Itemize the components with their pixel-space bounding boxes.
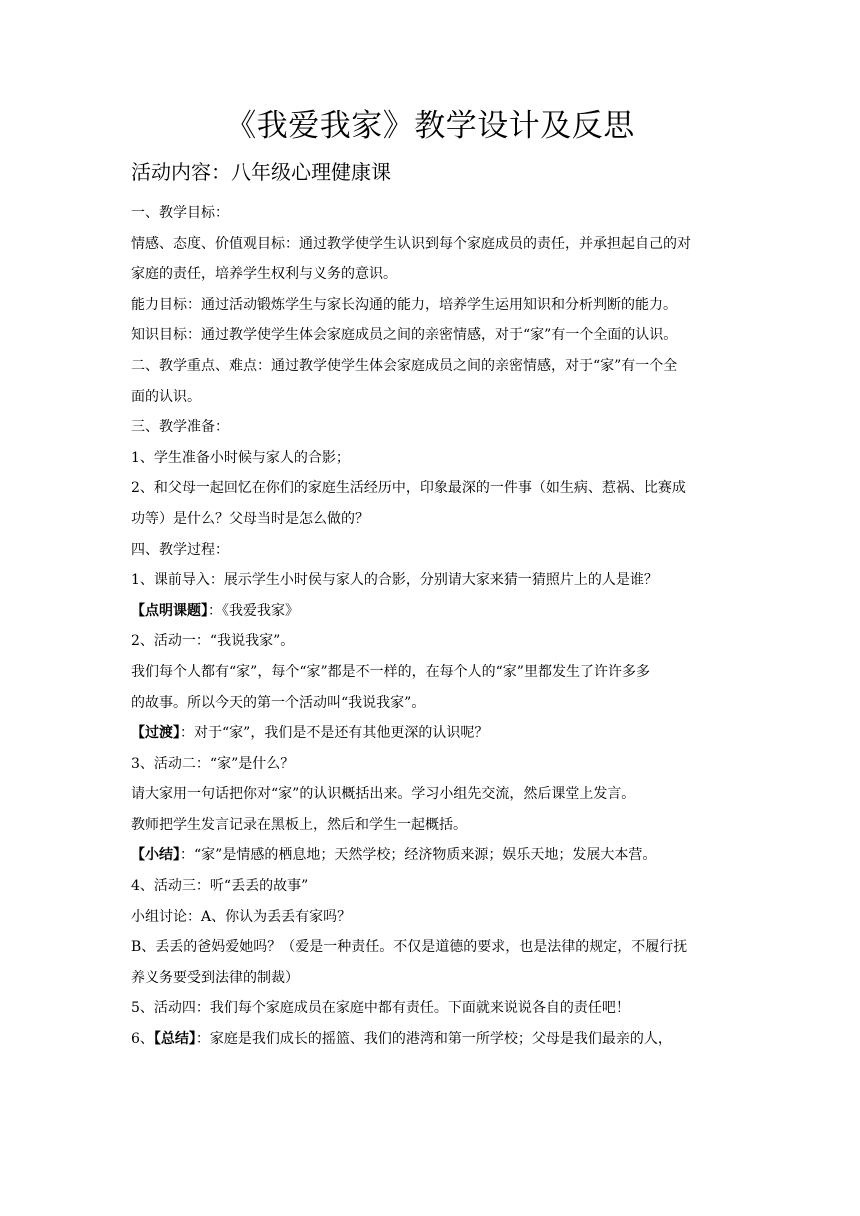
conclusion-label: 【总结】: [153, 1031, 196, 1048]
conclusion-prefix: 6、: [131, 1031, 154, 1048]
paragraph-line: 情感、态度、价值观目标：通过教学使学生认识到每个家庭成员的责任，并承担起自己的对: [131, 235, 691, 252]
document-title: 《我爱我家》教学设计及反思: [225, 108, 635, 144]
paragraph-line: 2、和父母一起回忆在你们的家庭生活经历中，印象最深的一件事（如生病、惹祸、比赛成: [131, 480, 686, 497]
paragraph-line: B、丢丢的爸妈爱她吗？（爱是一种责任。不仅是道德的要求，也是法律的规定，不履行抚: [131, 939, 688, 956]
paragraph-line: 三、教学准备：: [131, 419, 229, 436]
transition-line: [131, 718, 734, 749]
paragraph-line: 请大家用一句话把你对“家”的认识概括出来。学习小组先交流，然后课堂上发言。: [131, 786, 636, 803]
paragraph-line: 能力目标：通过活动锻炼学生与家长沟通的能力，培养学生运用知识和分析判断的能力。: [131, 296, 677, 313]
document-subtitle: 活动内容：八年级心理健康课: [131, 160, 391, 184]
paragraph-line: 我们每个人都有“家”，每个“家”都是不一样的，在每个人的“家”里都发生了许许多多: [131, 663, 650, 680]
paragraph-line: 教师把学生发言记录在黑板上，然后和学生一起概括。: [131, 816, 467, 833]
paragraph-line: 1、学生准备小时候与家人的合影；: [131, 449, 350, 466]
conclusion-line: [131, 1024, 734, 1055]
paragraph-line: 一、教学目标：: [131, 205, 229, 221]
document-body: [131, 198, 734, 1055]
transition-label: 【过渡】: [131, 725, 180, 742]
summary-text: ：“家”是情感的栖息地；天然学校；经济物质来源；娱乐天地；发展大本营。: [180, 847, 657, 864]
topic-text: ：《我爱我家》: [208, 602, 299, 619]
topic-label: 【点明课题】: [131, 602, 208, 619]
paragraph-line: 面的认识。: [131, 388, 201, 405]
paragraph-line: 1、课前导入：展示学生小时侯与家人的合影，分别请大家来猜一猜照片上的人是谁？: [131, 572, 658, 589]
summary-line: [131, 840, 734, 871]
paragraph-line: 功等）是什么？父母当时是怎么做的？: [131, 510, 369, 527]
topic-line: [131, 596, 734, 627]
paragraph-line: 二、教学重点、难点：通过教学使学生体会家庭成员之间的亲密情感，对于“家”有一个全: [131, 357, 678, 374]
paragraph-line: 3、活动二：“家”是什么？: [131, 755, 295, 772]
paragraph-line: 的故事。所以今天的第一个活动叫“我说我家”。: [131, 694, 426, 711]
paragraph-line: 4、活动三：听“丢丢的故事”: [131, 878, 309, 895]
paragraph-line: 2、活动一：“我说我家”。: [131, 633, 295, 650]
paragraph-line: 四、教学过程：: [131, 541, 229, 558]
paragraph-line: 家庭的责任，培养学生权利与义务的意识。: [131, 266, 397, 283]
transition-text: ：对于“家”，我们是不是还有其他更深的认识呢？: [180, 725, 489, 742]
paragraph-line: 知识目标：通过教学使学生体会家庭成员之间的亲密情感，对于“家”有一个全面的认识。: [131, 327, 678, 344]
paragraph-line: 5、活动四：我们每个家庭成员在家庭中都有责任。下面就来说说各自的责任吧！: [131, 1000, 630, 1017]
paragraph-line: 小组讨论：A、你认为丢丢有家吗？: [131, 908, 352, 925]
paragraph-line: 养义务要受到法律的制裁）: [131, 969, 299, 986]
summary-label: 【小结】: [131, 847, 180, 864]
conclusion-text: ：家庭是我们成长的摇篮、我们的港湾和第一所学校；父母是我们最亲的人，: [195, 1031, 672, 1048]
